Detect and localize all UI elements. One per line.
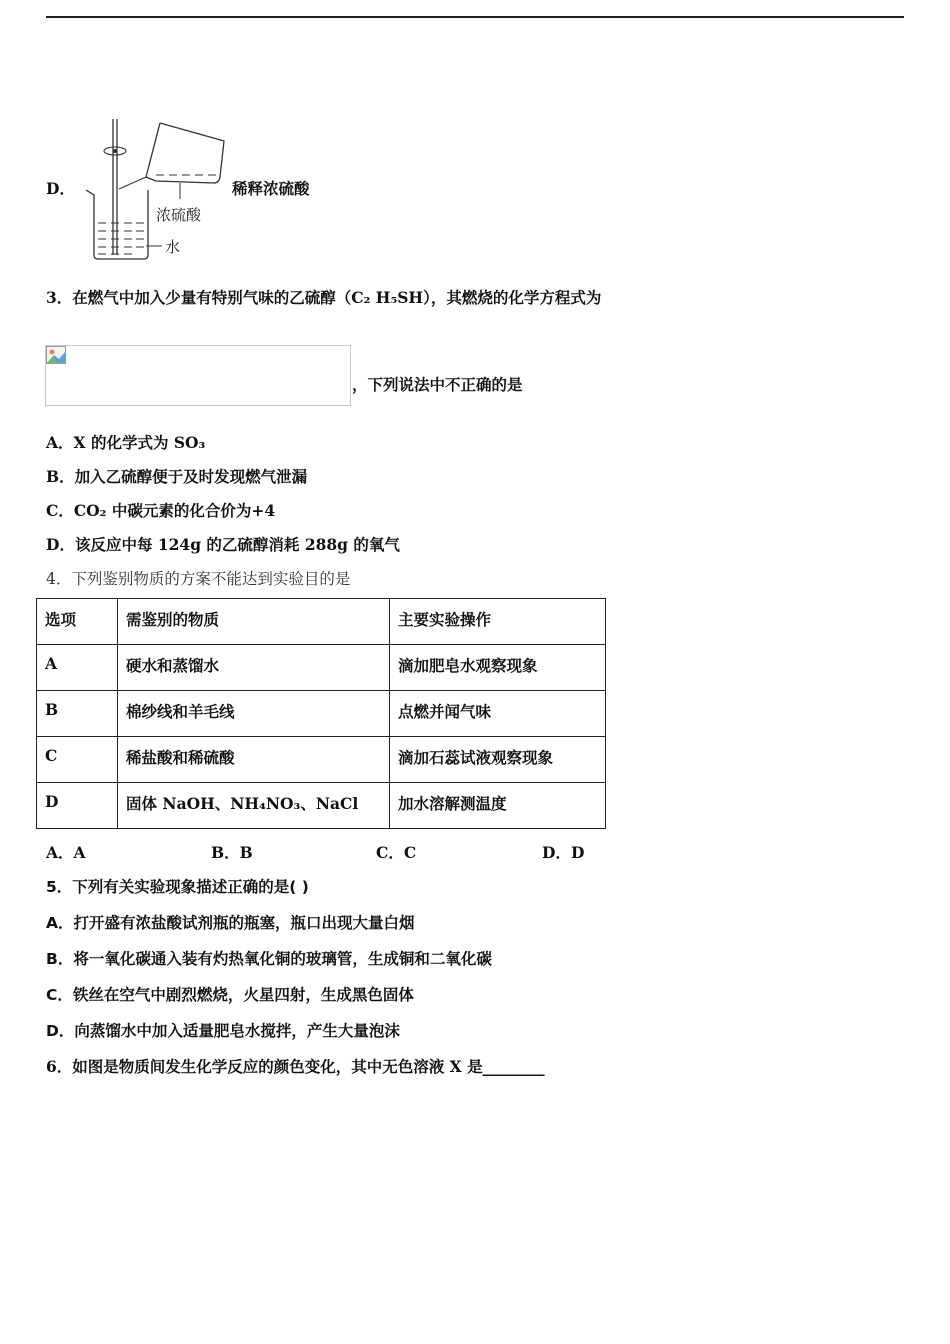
label-acid: 浓硫酸 [156, 206, 202, 224]
q3-option-d: D．该反应中每 124g 的乙硫醇消耗 288g 的氧气 [46, 535, 400, 554]
table-row [37, 783, 606, 829]
header-cell: 需鉴别的物质 [118, 599, 390, 645]
label-water: 水 [165, 238, 181, 256]
q3-stem: 3．在燃气中加入少量有特别气味的乙硫醇（C₂ H₅SH），其燃烧的化学方程式为 [46, 288, 602, 307]
q3-option-c: C．CO₂ 中碳元素的化合价为+4 [46, 501, 276, 520]
header-cell: 主要实验操作 [390, 599, 606, 645]
q3-after-image: ，下列说法中不正确的是 [352, 375, 523, 394]
header-cell: 选项 [37, 599, 118, 645]
dilution-figure [80, 115, 230, 265]
table-cell: 加水溶解测温度 [390, 783, 606, 829]
table-cell: D [37, 783, 118, 829]
q5-option-d: D．向蒸馏水中加入适量肥皂水搅拌，产生大量泡沫 [46, 1022, 400, 1040]
table-cell: 稀盐酸和稀硫酸 [118, 737, 390, 783]
table-cell: A [37, 645, 118, 691]
q5-stem: 5．下列有关实验现象描述正确的是( ) [46, 878, 309, 896]
q4-choice-c: C．C [376, 843, 417, 862]
table-header-row [37, 599, 606, 645]
q5-option-b: B．将一氧化碳通入装有灼热氧化铜的玻璃管，生成铜和二氧化碳 [46, 950, 492, 968]
table-cell: 硬水和蒸馏水 [118, 645, 390, 691]
q3-option-b: B．加入乙硫醇便于及时发现燃气泄漏 [46, 467, 308, 486]
option-d-label: D． [46, 179, 75, 198]
header-rule [46, 16, 904, 18]
broken-image-icon [46, 346, 66, 364]
table-cell: C [37, 737, 118, 783]
table-cell: 点燃并闻气味 [390, 691, 606, 737]
q4-choice-b: B．B [211, 843, 253, 862]
q3-option-a: A．X 的化学式为 SO₃ [46, 433, 206, 452]
q6-stem: 6．如图是物质间发生化学反应的颜色变化，其中无色溶液 X 是________ [46, 1057, 545, 1076]
table-row [37, 691, 606, 737]
q4-choice-a: A．A [46, 843, 86, 862]
table-row [37, 645, 606, 691]
q4-stem: 4．下列鉴别物质的方案不能达到实验目的是 [46, 570, 351, 588]
option-d-caption: 稀释浓硫酸 [232, 179, 310, 198]
q4-table [36, 598, 606, 829]
q5-option-c: C．铁丝在空气中剧烈燃烧，火星四射，生成黑色固体 [46, 986, 414, 1004]
q4-choice-d: D．D [542, 843, 585, 862]
q5-option-a: A．打开盛有浓盐酸试剂瓶的瓶塞，瓶口出现大量白烟 [46, 914, 415, 932]
equation-image [45, 345, 351, 406]
table-cell: B [37, 691, 118, 737]
table-cell: 固体 NaOH、NH₄NO₃、NaCl [118, 783, 390, 829]
table-cell: 滴加石蕊试液观察现象 [390, 737, 606, 783]
table-cell: 滴加肥皂水观察现象 [390, 645, 606, 691]
table-row [37, 737, 606, 783]
table-cell: 棉纱线和羊毛线 [118, 691, 390, 737]
